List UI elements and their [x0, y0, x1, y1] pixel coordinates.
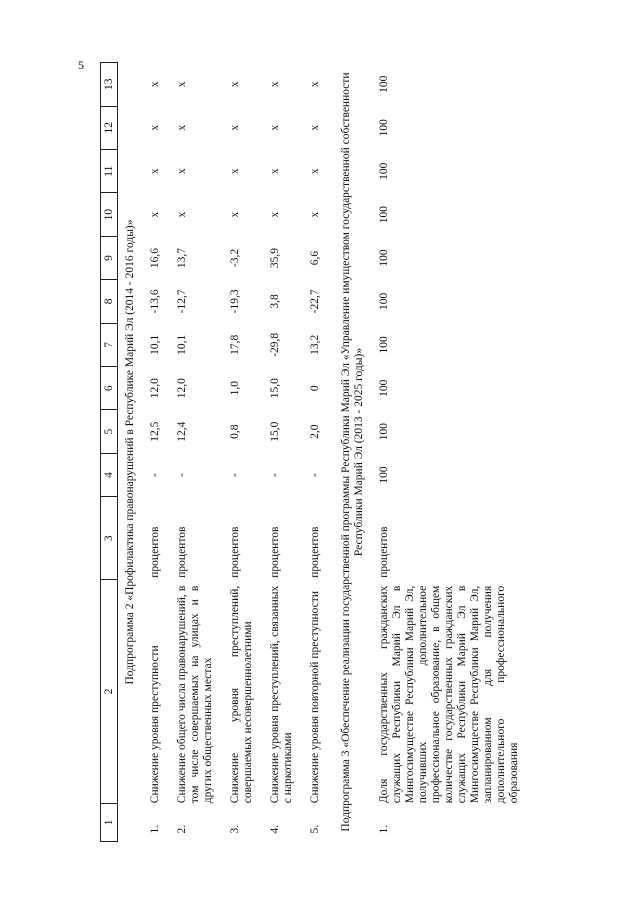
value-cell: x — [309, 168, 321, 175]
table-row — [307, 63, 334, 842]
value-cell: 16,6 — [149, 247, 161, 269]
value-cell: 100 — [378, 336, 390, 354]
value-cell: x — [269, 211, 281, 218]
value-cell: -3,2 — [229, 248, 241, 268]
value-cell: x — [269, 168, 281, 175]
value-cell: 100 — [378, 75, 390, 93]
indicator-description: Снижение уровня преступлений, совершаемых несовершеннолетними — [229, 585, 254, 804]
row-number: 1. — [149, 824, 161, 834]
table-row — [227, 63, 267, 842]
row-number: 4. — [269, 824, 281, 834]
unit-cell: процентов — [378, 526, 390, 578]
table-row — [147, 63, 174, 842]
value-cell: x — [149, 81, 161, 88]
value-cell: 12,5 — [149, 421, 161, 442]
indicator-description: Снижение уровня преступлений, связанных с наркотиками — [269, 585, 294, 804]
value-cell: x — [149, 211, 161, 218]
column-header: 6 — [101, 367, 118, 410]
value-cell: - — [149, 473, 161, 477]
value-cell: 15,0 — [269, 378, 281, 399]
unit-cell: процентов — [309, 526, 321, 578]
value-cell: -19,3 — [229, 289, 241, 314]
section-title: Подпрограмма 2 «Профилактика правонарушений в Республике Марий Эл (2014 - 2016 годы)» — [124, 219, 136, 685]
value-cell: 15,0 — [269, 421, 281, 442]
column-header: 11 — [101, 149, 118, 192]
value-cell: 100 — [378, 466, 390, 484]
row-number: 3. — [229, 824, 241, 834]
column-header: 12 — [101, 106, 118, 149]
row-number: 1. — [378, 824, 390, 834]
value-cell: -13,6 — [149, 289, 161, 314]
page-number: 5 — [78, 58, 84, 72]
value-cell: - — [229, 473, 241, 477]
value-cell: x — [176, 211, 188, 218]
value-cell: 6,6 — [309, 250, 321, 266]
rotated-page — [100, 62, 640, 842]
value-cell: 100 — [378, 423, 390, 441]
section-title-row — [118, 63, 148, 842]
value-cell: 100 — [378, 249, 390, 267]
value-cell: 35,9 — [269, 247, 281, 269]
value-cell: 12,4 — [176, 421, 188, 442]
value-cell: x — [176, 124, 188, 131]
unit-cell: процентов — [176, 526, 188, 578]
column-header: 3 — [101, 497, 118, 580]
value-cell: 100 — [378, 162, 390, 180]
value-cell: 100 — [378, 379, 390, 397]
value-cell: 100 — [378, 292, 390, 311]
indicator-description: Снижение уровня преступности — [149, 645, 161, 804]
value-cell: 17,8 — [229, 334, 241, 355]
value-cell: 100 — [378, 205, 390, 224]
value-cell: 100 — [378, 119, 390, 137]
column-header: 10 — [101, 193, 118, 236]
column-header: 13 — [101, 63, 118, 107]
value-cell: x — [229, 81, 241, 88]
column-header: 1 — [101, 803, 118, 841]
column-header: 7 — [101, 323, 118, 366]
table-row — [376, 63, 533, 842]
value-cell: 13,2 — [309, 334, 321, 355]
row-number: 5. — [309, 824, 321, 834]
value-cell: - — [309, 473, 321, 477]
indicator-description: Снижение уровня повторной преступности — [309, 591, 321, 804]
value-cell: x — [176, 81, 188, 88]
value-cell: 10,1 — [176, 334, 188, 355]
value-cell: 10,1 — [149, 334, 161, 355]
unit-cell: процентов — [269, 526, 281, 578]
unit-cell: процентов — [149, 526, 161, 578]
table-row — [267, 63, 307, 842]
value-cell: -12,7 — [176, 289, 188, 314]
value-cell: 1,0 — [229, 381, 241, 396]
value-cell: x — [269, 81, 281, 88]
column-header: 8 — [101, 280, 118, 323]
value-cell: 12,0 — [176, 378, 188, 399]
value-cell: 0,8 — [229, 424, 241, 439]
value-cell: x — [309, 211, 321, 218]
value-cell: x — [309, 81, 321, 88]
value-cell: x — [149, 124, 161, 131]
value-cell: 2,0 — [309, 424, 321, 439]
value-cell: x — [149, 168, 161, 175]
indicators-table — [100, 62, 533, 842]
value-cell: 13,7 — [176, 247, 188, 269]
row-number: 2. — [176, 824, 188, 834]
table-row — [174, 63, 227, 842]
value-cell: 0 — [309, 385, 321, 392]
value-cell: 12,0 — [149, 378, 161, 399]
indicator-description: Доля государственных гражданских служащих Республики Марий Эл в Мингосимуществе Республики Марий Эл, получивших дополнительное профессиональное образование, в общем количестве государственных гражданских служащих Республики Марий Эл в Мингосимуществе Республики Марий Эл, запланированном для получения дополнительного профессионального образования — [378, 585, 520, 804]
value-cell: x — [229, 168, 241, 175]
section-title: Подпрограмма 3 «Обеспечение реализации государственной программы Республики Марий Эл «Управление имуществом государственной собственности Республики Марий Эл (2013 - 2025 годы)» — [340, 72, 365, 832]
value-cell: x — [176, 168, 188, 175]
column-header: 9 — [101, 236, 118, 279]
table-header-row — [101, 63, 118, 842]
value-cell: - — [176, 473, 188, 477]
value-cell: 3,8 — [269, 294, 281, 309]
value-cell: x — [229, 124, 241, 131]
value-cell: x — [269, 124, 281, 131]
column-header: 2 — [101, 580, 118, 803]
value-cell: -29,8 — [269, 332, 281, 357]
value-cell: x — [309, 124, 321, 131]
unit-cell: процентов — [229, 526, 241, 578]
column-header: 4 — [101, 453, 118, 496]
indicator-description: Снижение общего числа правонарушений, в том числе совершаемых на улицах и в других общественных местах — [176, 585, 214, 804]
value-cell: -22,7 — [309, 289, 321, 314]
section-title-row — [334, 63, 376, 842]
value-cell: x — [229, 211, 241, 218]
value-cell: - — [269, 473, 281, 477]
column-header: 5 — [101, 410, 118, 453]
